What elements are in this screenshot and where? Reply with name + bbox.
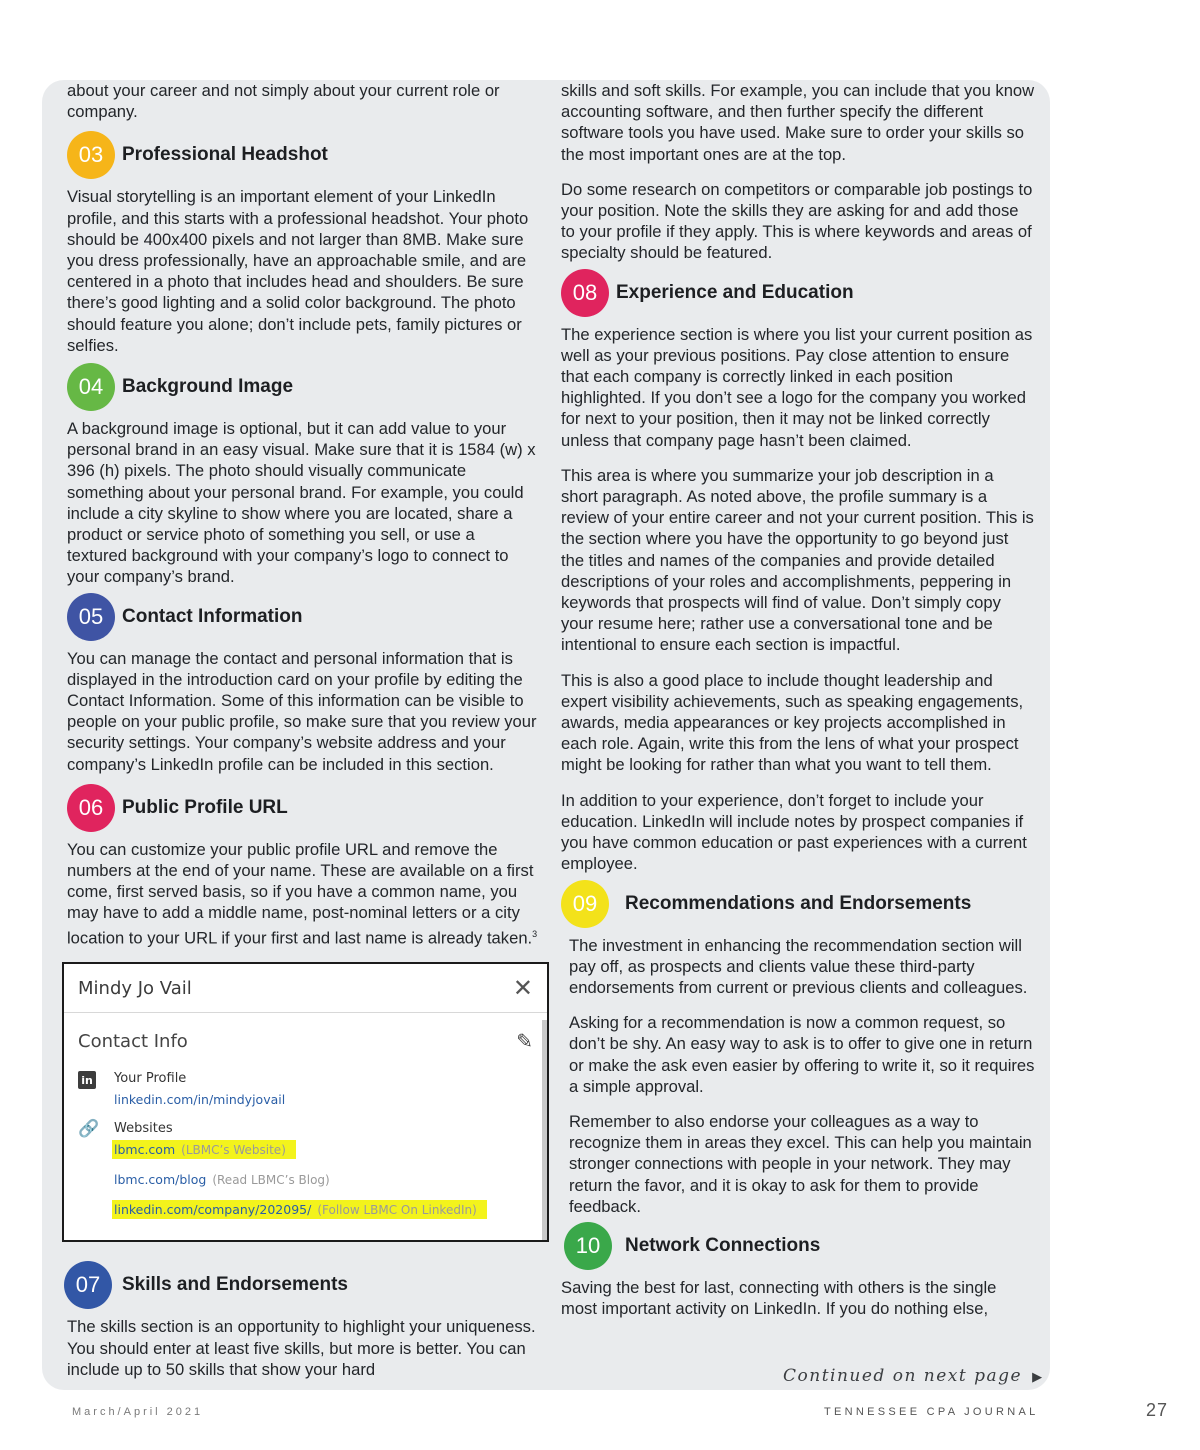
section-header-07 bbox=[64, 1260, 539, 1310]
section-paragraph: The experience section is where you list your current position as well as your previous positions. Pay close attention to ensure that each company is correctly linked in each position highlighted. If you don’t see a logo for the company you worked for next to your position, then it may not be linked correctly unless that company page hasn’t been claimed. bbox=[561, 324, 1033, 450]
page-number: 27 bbox=[1146, 1400, 1169, 1420]
section-paragraph: This area is where you summarize your job description in a short paragraph. As noted above, the profile summary is a review of your entire career and not your current position. This is the section where you have the opportunity to go beyond just the titles and names of the companies and provide detailed descriptions of your roles and accomplishments, peppering in keywords that prospects will find of value. Don’t simply copy your resume here; rather use a conversational tone and be intentional to ensure each section is impactful. bbox=[561, 465, 1034, 655]
websites-label: Websites bbox=[114, 1121, 173, 1137]
section-header-08 bbox=[561, 268, 1035, 318]
section-number-badge: 08 bbox=[561, 269, 609, 317]
profile-link[interactable]: linkedin.com/in/mindyjovail bbox=[114, 1092, 286, 1108]
section-paragraph: This is also a good place to include thought leadership and expert visibility achievements, such as speaking engagements, awards, media appearances or key projects accomplished in each role. Again, write this from the lens of what your prospect might be looking for rather than what you want to tell them. bbox=[561, 670, 1024, 775]
profile-name: Mindy Jo Vail bbox=[78, 977, 192, 999]
section-number-badge: 03 bbox=[67, 131, 115, 179]
continued-note bbox=[783, 1366, 1044, 1386]
section-paragraph: Visual storytelling is an important element of your LinkedIn profile, and this starts with a professional headshot. Your photo should be 400x400 pixels and not larger than 8MB. Make sure you dress professionally, have an approachable smile, and are centered in a photo that includes head and shoulders. Be sure there’s good lighting and a solid color background. The photo should feature you alone; don’t include pets, family pictures or selfies. bbox=[67, 187, 529, 355]
section-title: Experience and Education bbox=[616, 281, 854, 303]
footer-journal: TENNESSEE CPA JOURNAL bbox=[824, 1406, 1039, 1418]
website-url[interactable]: lbmc.com bbox=[114, 1142, 176, 1158]
websites-item bbox=[78, 1119, 533, 1221]
section-title: Recommendations and Endorsements bbox=[625, 892, 972, 914]
section-title: Public Profile URL bbox=[122, 796, 288, 818]
section-header-10 bbox=[564, 1221, 1035, 1271]
website-url[interactable]: linkedin.com/company/202095/ bbox=[114, 1202, 312, 1218]
right-column bbox=[561, 80, 1035, 1333]
section-title: Skills and Endorsements bbox=[122, 1274, 348, 1296]
paragraph-text: You can customize your public profile URL and remove the numbers at the end of your name. These are available on a first come, first served basis, so if you have a common name, you may have to add a middle name, post-nominal letters or a city location to your URL if your first and last name is already taken. bbox=[67, 839, 534, 948]
section-number-badge: 10 bbox=[564, 1222, 612, 1270]
section-paragraph: The investment in enhancing the recommendation section will pay off, as prospects and clients value these third-party endorsements from current or previous clients and colleagues. bbox=[569, 935, 1028, 997]
card-body bbox=[64, 1013, 547, 1221]
contact-info-row bbox=[78, 1027, 533, 1055]
section-paragraph: You can manage the contact and personal information that is displayed in the introduction card on your profile by editing the Contact Information. Some of this information can be visible to people on your public profile, so make sure that you review your security settings. Your company’s website address and your company’s LinkedIn profile can be included in this section. bbox=[67, 648, 537, 774]
continuation-paragraph: Do some research on competitors or comparable job postings to your position. Note the skills they are asking for and add those to your profile if they apply. This is where keywords and areas of specialty should be featured. bbox=[561, 179, 1033, 263]
section-header-05 bbox=[67, 592, 539, 642]
scrollbar[interactable] bbox=[542, 1020, 547, 1240]
section-number-badge: 04 bbox=[67, 363, 115, 411]
section-paragraph: In addition to your experience, don’t forget to include your education. LinkedIn will include notes by prospect companies if you have common education or past experiences with a current employee. bbox=[561, 790, 1027, 874]
section-paragraph: Remember to also endorse your colleagues as a way to recognize them in areas they excel. This can help you maintain stronger connections with people in your network. They may return the favor, and it is okay to ask for them to provide feedback. bbox=[569, 1111, 1032, 1216]
profile-label: Your Profile bbox=[114, 1071, 187, 1087]
intro-paragraph: about your career and not simply about your current role or company. bbox=[67, 81, 500, 122]
close-icon[interactable]: ✕ bbox=[512, 974, 533, 1003]
website-note: (Read LBMC’s Blog) bbox=[212, 1173, 330, 1188]
pencil-icon[interactable]: ✎ bbox=[516, 1029, 533, 1054]
card-header bbox=[64, 964, 547, 1013]
linkedin-contact-card bbox=[62, 962, 549, 1242]
footnote-marker: 3 bbox=[532, 928, 538, 939]
section-number-badge: 05 bbox=[67, 593, 115, 641]
section-paragraph: The skills section is an opportunity to highlight your uniqueness. You should enter at least five skills, but more is better. You can include up to 50 skills that show your hard bbox=[67, 1317, 536, 1379]
left-column bbox=[67, 80, 539, 1394]
section-number-badge: 06 bbox=[67, 784, 115, 832]
section-title: Background Image bbox=[122, 376, 294, 398]
website-entry[interactable] bbox=[114, 1169, 487, 1191]
section-title: Network Connections bbox=[625, 1234, 821, 1256]
section-header-04 bbox=[67, 362, 539, 412]
profile-item bbox=[78, 1069, 533, 1111]
website-entry[interactable] bbox=[114, 1199, 487, 1221]
footer-issue: March/April 2021 bbox=[72, 1406, 204, 1418]
continued-text: Continued on next page bbox=[783, 1366, 1023, 1386]
section-header-06 bbox=[67, 783, 539, 833]
section-number-badge: 07 bbox=[64, 1261, 112, 1309]
contact-info-title: Contact Info bbox=[78, 1030, 188, 1052]
linkedin-icon: in bbox=[78, 1071, 96, 1089]
website-note: (LBMC’s Website) bbox=[181, 1143, 286, 1158]
section-number-badge: 09 bbox=[561, 880, 609, 928]
highlighted-website bbox=[112, 1200, 487, 1219]
website-url[interactable]: lbmc.com/blog bbox=[114, 1172, 207, 1188]
section-header-09 bbox=[561, 879, 1035, 929]
section-09-body bbox=[561, 935, 1035, 1217]
section-paragraph: Asking for a recommendation is now a common request, so don’t be shy. An easy way to ask is to offer to give one in return or make the ask even easier by offering to write it, so it requires a simple approval. bbox=[569, 1013, 1035, 1096]
section-paragraph: Saving the best for last, connecting with others is the single most important activity on LinkedIn. If you do nothing else, bbox=[561, 1277, 997, 1319]
section-title: Professional Headshot bbox=[122, 144, 328, 166]
website-note: (Follow LBMC On LinkedIn) bbox=[317, 1203, 477, 1218]
section-paragraph: A background image is optional, but it can add value to your personal brand in an easy visual. Make sure that it is 1584 (w) x 396 (h) pixels. The photo should visually communicate something about your personal brand. For example, you could include a city skyline to show where you are located, share a product or service photo of something you sell, or use a textured background with your company’s logo to connect to your company’s brand. bbox=[67, 419, 536, 587]
section-header-03 bbox=[67, 130, 539, 180]
section-paragraph bbox=[67, 839, 539, 949]
highlighted-website bbox=[112, 1140, 296, 1159]
section-title: Contact Information bbox=[122, 605, 303, 627]
link-icon: 🔗 bbox=[78, 1119, 100, 1140]
continuation-paragraph: skills and soft skills. For example, you can include that you know accounting software, and then further specify the different software tools you have used. Make sure to order your skills so the most important ones are at the top. bbox=[561, 81, 1035, 164]
play-arrow-icon: ▶ bbox=[1032, 1370, 1044, 1385]
website-entry[interactable] bbox=[114, 1139, 487, 1161]
